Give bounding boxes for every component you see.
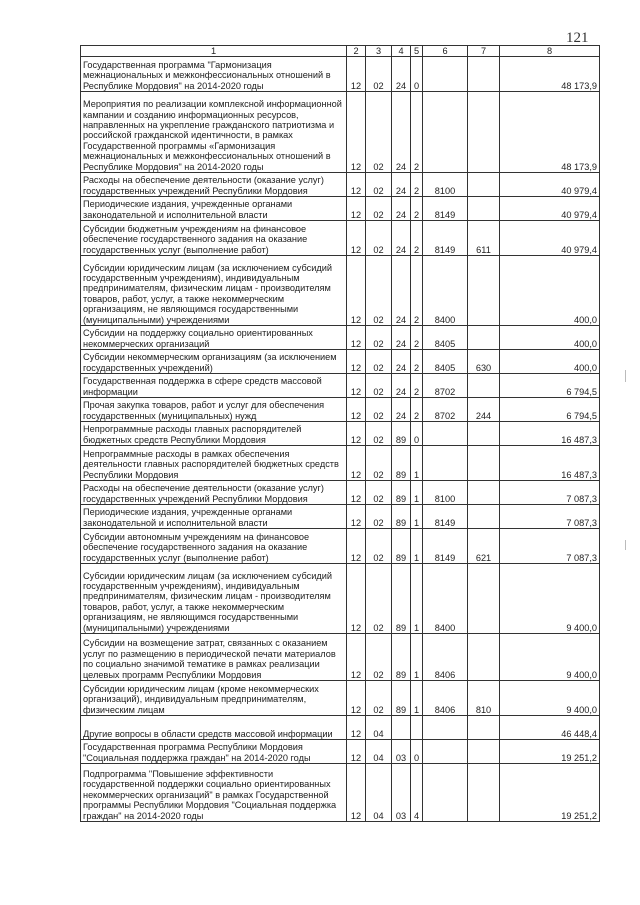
code-cell: 24 — [392, 326, 411, 350]
code-cell: 8405 — [423, 326, 468, 350]
budget-table — [80, 45, 600, 822]
row-name-cell: Государственная программа Республики Мордовия "Социальная поддержка граждан" на 2014-2020 годы — [81, 740, 347, 764]
code-cell: 630 — [468, 350, 500, 374]
amount-cell: 6 794,5 — [500, 398, 600, 422]
code-cell — [468, 197, 500, 221]
code-cell: 12 — [347, 740, 366, 764]
code-cell: 12 — [347, 197, 366, 221]
code-cell: 8702 — [423, 398, 468, 422]
code-cell: 244 — [468, 398, 500, 422]
code-cell: 8405 — [423, 350, 468, 374]
table-row — [81, 505, 600, 529]
code-cell: 1 — [411, 505, 423, 529]
code-cell: 04 — [366, 716, 392, 740]
code-cell: 12 — [347, 92, 366, 173]
code-cell: 12 — [347, 446, 366, 481]
code-cell: 1 — [411, 481, 423, 505]
code-cell: 03 — [392, 740, 411, 764]
amount-cell: 19 251,2 — [500, 764, 600, 822]
scan-mark — [625, 540, 626, 550]
code-cell: 12 — [347, 564, 366, 634]
amount-cell: 7 087,3 — [500, 505, 600, 529]
code-cell — [468, 422, 500, 446]
code-cell: 12 — [347, 326, 366, 350]
row-name-cell: Расходы на обеспечение деятельности (оказание услуг) государственных учреждений Республики Мордовия — [81, 481, 347, 505]
code-cell — [468, 564, 500, 634]
code-cell: 8400 — [423, 564, 468, 634]
code-cell — [468, 740, 500, 764]
code-cell: 02 — [366, 398, 392, 422]
code-cell: 12 — [347, 221, 366, 256]
row-name-cell: Субсидии автономным учреждениям на финансовое обеспечение государственного задания на оказание государственных услуг (выполнение работ) — [81, 529, 347, 564]
row-name-cell: Периодические издания, учрежденные органами законодательной и исполнительной власти — [81, 505, 347, 529]
code-cell: 24 — [392, 92, 411, 173]
code-cell: 12 — [347, 529, 366, 564]
row-name-cell: Субсидии юридическим лицам (кроме некоммерческих организаций), индивидуальным предпринимателям, физическим лицам — [81, 681, 347, 716]
code-cell: 02 — [366, 326, 392, 350]
code-cell: 8100 — [423, 173, 468, 197]
code-cell: 8100 — [423, 481, 468, 505]
code-cell: 24 — [392, 256, 411, 326]
row-name-cell: Подпрограмма "Повышение эффективности государственной поддержки социально ориентированных некоммерческих организаций" в рамках Государственной программы Республики Мордовия "Социальная поддержка граждан" на 2014-2020 годы — [81, 764, 347, 822]
code-cell: 12 — [347, 481, 366, 505]
code-cell: 2 — [411, 92, 423, 173]
code-cell: 8149 — [423, 197, 468, 221]
row-name-cell: Другие вопросы в области средств массовой информации — [81, 716, 347, 740]
code-cell — [423, 716, 468, 740]
code-cell: 24 — [392, 57, 411, 92]
code-cell — [468, 634, 500, 681]
code-cell: 8400 — [423, 256, 468, 326]
amount-cell: 6 794,5 — [500, 374, 600, 398]
code-cell: 2 — [411, 221, 423, 256]
table-row — [81, 197, 600, 221]
code-cell: 2 — [411, 350, 423, 374]
code-cell — [423, 57, 468, 92]
code-cell: 89 — [392, 529, 411, 564]
code-cell: 12 — [347, 505, 366, 529]
amount-cell: 9 400,0 — [500, 681, 600, 716]
amount-cell: 16 487,3 — [500, 422, 600, 446]
code-cell: 12 — [347, 634, 366, 681]
code-cell: 4 — [411, 764, 423, 822]
table-body — [81, 57, 600, 822]
code-cell — [468, 481, 500, 505]
code-cell: 810 — [468, 681, 500, 716]
amount-cell: 40 979,4 — [500, 197, 600, 221]
row-name-cell: Расходы на обеспечение деятельности (оказание услуг) государственных учреждений Республики Мордовия — [81, 173, 347, 197]
code-cell: 24 — [392, 173, 411, 197]
header-cell: 7 — [468, 46, 500, 57]
code-cell: 89 — [392, 634, 411, 681]
code-cell: 12 — [347, 57, 366, 92]
amount-cell: 46 448,4 — [500, 716, 600, 740]
code-cell — [423, 764, 468, 822]
code-cell: 12 — [347, 764, 366, 822]
table-row — [81, 422, 600, 446]
row-name-cell: Государственная программа "Гармонизация межнациональных и межконфессиональных отношений в Республике Мордовия" на 2014-2020 годы — [81, 57, 347, 92]
row-name-cell: Субсидии на поддержку социально ориентированных некоммерческих организаций — [81, 326, 347, 350]
code-cell: 04 — [366, 740, 392, 764]
amount-cell: 48 173,9 — [500, 92, 600, 173]
code-cell: 2 — [411, 197, 423, 221]
code-cell: 24 — [392, 350, 411, 374]
code-cell: 0 — [411, 57, 423, 92]
code-cell: 89 — [392, 505, 411, 529]
code-cell: 2 — [411, 398, 423, 422]
code-cell: 02 — [366, 221, 392, 256]
row-name-cell: Непрограммные расходы главных распорядителей бюджетных средств Республики Мордовия — [81, 422, 347, 446]
table-row — [81, 57, 600, 92]
code-cell: 8406 — [423, 681, 468, 716]
row-name-cell: Субсидии юридическим лицам (за исключением субсидий государственным учреждениям), индивидуальным предпринимателям, физическим лицам - производителям товаров, работ, услуг, а также некоммерческим организациям, не являющимся государственными (муниципальными) учреждениями — [81, 564, 347, 634]
row-name-cell: Мероприятия по реализации комплексной информационной кампании и созданию информационных ресурсов, направленных на укрепление гражданского патриотизма и российской гражданской идентичности, в рамках Государственной программы «Гармонизация межнациональных и межконфессиональных отношений в Республике Мордовия" на 2014-2020 годы — [81, 92, 347, 173]
code-cell: 02 — [366, 256, 392, 326]
code-cell — [411, 716, 423, 740]
code-cell: 02 — [366, 374, 392, 398]
scan-mark — [625, 370, 626, 382]
code-cell: 12 — [347, 173, 366, 197]
code-cell: 8149 — [423, 221, 468, 256]
code-cell: 12 — [347, 256, 366, 326]
code-cell: 1 — [411, 564, 423, 634]
amount-cell: 9 400,0 — [500, 564, 600, 634]
header-cell: 3 — [366, 46, 392, 57]
code-cell — [423, 422, 468, 446]
amount-cell: 40 979,4 — [500, 173, 600, 197]
code-cell: 89 — [392, 446, 411, 481]
row-name-cell: Прочая закупка товаров, работ и услуг для обеспечения государственных (муниципальных) нужд — [81, 398, 347, 422]
table-header-row — [81, 46, 600, 57]
amount-cell: 400,0 — [500, 350, 600, 374]
table-row — [81, 446, 600, 481]
code-cell — [423, 92, 468, 173]
code-cell: 02 — [366, 505, 392, 529]
code-cell: 611 — [468, 221, 500, 256]
row-name-cell: Субсидии бюджетным учреждениям на финансовое обеспечение государственного задания на оказание государственных услуг (выполнение работ) — [81, 221, 347, 256]
code-cell — [423, 446, 468, 481]
code-cell: 2 — [411, 374, 423, 398]
row-name-cell: Субсидии некоммерческим организациям (за исключением государственных учреждений) — [81, 350, 347, 374]
code-cell: 1 — [411, 681, 423, 716]
table-row — [81, 398, 600, 422]
code-cell: 12 — [347, 398, 366, 422]
code-cell: 12 — [347, 422, 366, 446]
row-name-cell: Периодические издания, учрежденные органами законодательной и исполнительной власти — [81, 197, 347, 221]
code-cell — [423, 740, 468, 764]
code-cell: 0 — [411, 422, 423, 446]
code-cell: 8406 — [423, 634, 468, 681]
row-name-cell: Субсидии на возмещение затрат, связанных с оказанием услуг по размещению в периодической печати материалов по социально значимой тематике в рамках реализации целевых программ Республики Мордовия — [81, 634, 347, 681]
code-cell: 02 — [366, 92, 392, 173]
code-cell: 12 — [347, 716, 366, 740]
code-cell: 03 — [392, 764, 411, 822]
code-cell: 24 — [392, 221, 411, 256]
header-cell: 2 — [347, 46, 366, 57]
code-cell: 8702 — [423, 374, 468, 398]
code-cell: 2 — [411, 256, 423, 326]
code-cell: 02 — [366, 681, 392, 716]
code-cell: 04 — [366, 764, 392, 822]
code-cell: 02 — [366, 564, 392, 634]
code-cell: 2 — [411, 173, 423, 197]
code-cell — [468, 57, 500, 92]
table-row — [81, 529, 600, 564]
code-cell — [468, 505, 500, 529]
code-cell: 02 — [366, 529, 392, 564]
table-row — [81, 681, 600, 716]
code-cell: 89 — [392, 481, 411, 505]
code-cell — [468, 764, 500, 822]
table-row — [81, 256, 600, 326]
row-name-cell: Непрограммные расходы в рамках обеспечения деятельности главных распорядителей бюджетных средств Республики Мордовия — [81, 446, 347, 481]
code-cell: 02 — [366, 422, 392, 446]
table-row — [81, 173, 600, 197]
code-cell: 1 — [411, 446, 423, 481]
code-cell: 8149 — [423, 505, 468, 529]
code-cell: 02 — [366, 350, 392, 374]
amount-cell: 48 173,9 — [500, 57, 600, 92]
code-cell: 24 — [392, 197, 411, 221]
code-cell — [468, 326, 500, 350]
row-name-cell: Государственная поддержка в сфере средств массовой информации — [81, 374, 347, 398]
code-cell — [468, 256, 500, 326]
code-cell: 8149 — [423, 529, 468, 564]
code-cell — [392, 716, 411, 740]
table-row — [81, 350, 600, 374]
code-cell: 02 — [366, 446, 392, 481]
amount-cell: 7 087,3 — [500, 529, 600, 564]
code-cell: 12 — [347, 350, 366, 374]
code-cell — [468, 374, 500, 398]
amount-cell: 7 087,3 — [500, 481, 600, 505]
code-cell: 0 — [411, 740, 423, 764]
code-cell: 89 — [392, 422, 411, 446]
code-cell: 1 — [411, 529, 423, 564]
table-row — [81, 564, 600, 634]
code-cell: 12 — [347, 681, 366, 716]
code-cell: 89 — [392, 681, 411, 716]
amount-cell: 400,0 — [500, 326, 600, 350]
code-cell — [468, 173, 500, 197]
amount-cell: 400,0 — [500, 256, 600, 326]
header-cell: 5 — [411, 46, 423, 57]
header-cell: 1 — [81, 46, 347, 57]
code-cell: 02 — [366, 481, 392, 505]
page-number: 121 — [566, 30, 589, 46]
table-row — [81, 326, 600, 350]
header-cell: 4 — [392, 46, 411, 57]
row-name-cell: Субсидии юридическим лицам (за исключением субсидий государственным учреждениям), индивидуальным предпринимателям, физическим лицам - производителям товаров, работ, услуг, а также некоммерческим организациям, не являющимся государственными (муниципальными) учреждениями — [81, 256, 347, 326]
table-row — [81, 740, 600, 764]
table-row — [81, 764, 600, 822]
code-cell: 12 — [347, 374, 366, 398]
code-cell — [468, 716, 500, 740]
code-cell: 2 — [411, 326, 423, 350]
code-cell: 621 — [468, 529, 500, 564]
amount-cell: 9 400,0 — [500, 634, 600, 681]
code-cell: 02 — [366, 173, 392, 197]
table-row — [81, 481, 600, 505]
amount-cell: 19 251,2 — [500, 740, 600, 764]
amount-cell: 40 979,4 — [500, 221, 600, 256]
code-cell: 02 — [366, 57, 392, 92]
code-cell: 02 — [366, 634, 392, 681]
code-cell: 24 — [392, 374, 411, 398]
code-cell: 24 — [392, 398, 411, 422]
header-cell: 6 — [423, 46, 468, 57]
table-row — [81, 374, 600, 398]
code-cell: 1 — [411, 634, 423, 681]
amount-cell: 16 487,3 — [500, 446, 600, 481]
table-row — [81, 716, 600, 740]
code-cell — [468, 446, 500, 481]
table-row — [81, 221, 600, 256]
header-cell: 8 — [500, 46, 600, 57]
code-cell — [468, 92, 500, 173]
code-cell: 02 — [366, 197, 392, 221]
code-cell: 89 — [392, 564, 411, 634]
table-row — [81, 634, 600, 681]
table-row — [81, 92, 600, 173]
